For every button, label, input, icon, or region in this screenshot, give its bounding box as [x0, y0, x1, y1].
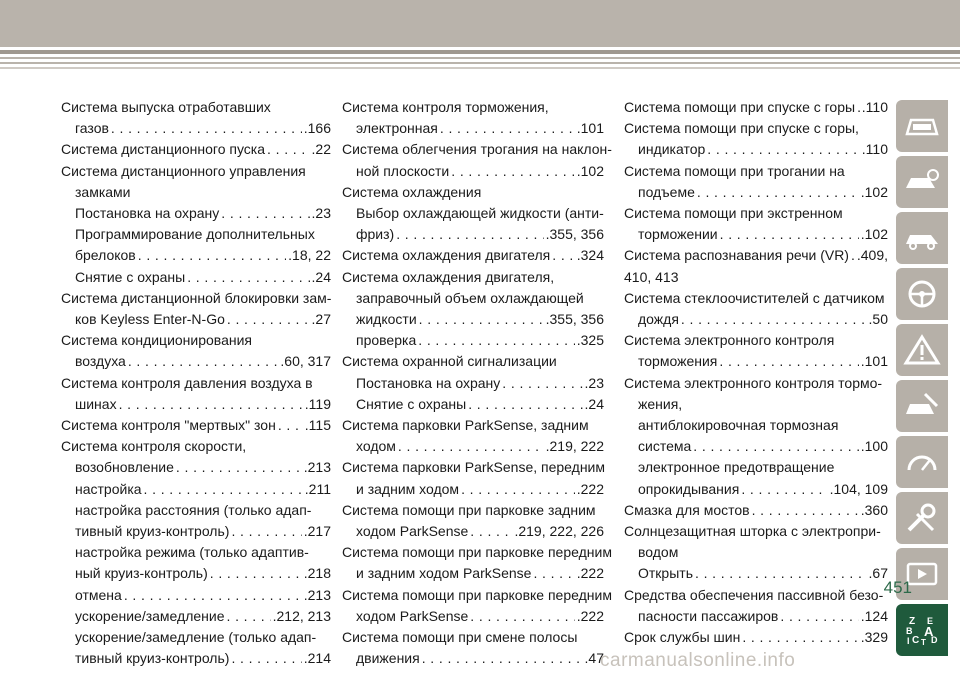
index-letter: C: [912, 635, 920, 646]
entry-page[interactable]: .67: [868, 565, 888, 582]
index-entry: [624, 500, 888, 521]
index-entry: [342, 479, 604, 500]
entry-label: тивный круиз-контроль): [75, 523, 230, 540]
index-entry: Система парковки ParkSense, задним: [342, 417, 589, 434]
entry-page[interactable]: .110: [861, 141, 888, 158]
dot-leader: [176, 457, 302, 478]
dot-leader: [111, 118, 302, 139]
index-letter: B: [906, 626, 913, 636]
entry-label: Система помощи при спуске с горы: [624, 99, 856, 115]
index-entry: [61, 479, 331, 500]
entry-page[interactable]: .23: [584, 374, 604, 391]
dot-leader: [741, 479, 827, 500]
index-entry: [342, 373, 604, 394]
gauge-icon: [903, 446, 941, 478]
entry-page[interactable]: .23: [311, 205, 331, 222]
entry-label: фриз): [356, 226, 395, 243]
entry-label: Система дистанционного пуска: [61, 141, 266, 158]
dot-leader: [124, 585, 302, 606]
car-side-icon: [903, 222, 941, 254]
dot-leader: [697, 182, 859, 203]
entry-page[interactable]: .119: [304, 395, 331, 412]
index-entry: [61, 267, 331, 288]
index-entry: [342, 606, 604, 627]
index-entry: [342, 521, 604, 542]
dot-leader: [278, 415, 303, 436]
entry-page[interactable]: .355, 356: [545, 226, 604, 243]
entry-page[interactable]: .219, 222: [545, 438, 604, 455]
entry-label: дождя: [638, 311, 679, 328]
index-entry: [61, 563, 331, 584]
dot-leader: [707, 139, 860, 160]
index-entry: [624, 563, 888, 584]
index-entry: Система облегчения трогания на наклон-: [342, 141, 612, 158]
dot-leader: [144, 479, 303, 500]
index-entry: [342, 436, 604, 457]
header-band: [0, 0, 960, 80]
tab-tools[interactable]: [896, 492, 948, 544]
dot-leader: [210, 563, 302, 584]
entry-label: Система распознавания речи (VR): [624, 247, 849, 264]
index-entry: настройка режима (только адаптив-: [75, 544, 309, 561]
index-entry: [61, 415, 331, 436]
entry-page[interactable]: .219, 222, 226: [514, 523, 604, 540]
index-entry: [61, 203, 331, 224]
dot-leader: [693, 436, 858, 457]
index-entry: Система дистанционной блокировки зам-: [61, 289, 332, 306]
entry-page[interactable]: .325: [576, 332, 604, 349]
entry-label: ходом ParkSense: [356, 607, 469, 624]
index-entry: [61, 118, 331, 139]
index-letter: I: [907, 636, 910, 646]
index-entry: [61, 585, 331, 606]
steering-wheel-icon: [903, 278, 941, 310]
index-entry: Система выпуска отработавших: [61, 99, 271, 115]
entry-label: настройка: [75, 480, 142, 497]
index-entry: Система охлаждения: [342, 183, 482, 200]
entry-label: ходом ParkSense: [356, 523, 469, 540]
index-entry: заправочный объем охлаждающей: [356, 289, 584, 306]
index-entry: [342, 245, 604, 266]
dot-leader: [419, 309, 544, 330]
header-band-top: [0, 0, 960, 47]
index-entry: [61, 606, 331, 627]
tab-car-dashboard[interactable]: [896, 100, 948, 152]
index-entry: [61, 139, 331, 160]
entry-page[interactable]: .212, 213: [272, 607, 331, 624]
index-entry: Система помощи при парковке передним: [342, 544, 612, 561]
chapter-tabs: [896, 100, 948, 660]
index-entry: Система контроля торможения,: [342, 99, 549, 115]
entry-label: Срок службы шин: [624, 629, 741, 646]
entry-page[interactable]: .101: [576, 120, 604, 137]
index-entry: [342, 224, 604, 245]
index-entry: Выбор охлаждающей жидкости (анти-: [356, 205, 604, 222]
entry-page[interactable]: .18, 22: [288, 247, 331, 264]
entry-label: ков Keyless Enter-N-Go: [75, 311, 225, 328]
entry-page[interactable]: .222: [576, 480, 604, 497]
entry-page[interactable]: .102: [860, 226, 888, 243]
header-stripe: [0, 50, 960, 54]
dot-leader: [470, 606, 574, 627]
header-stripe: [0, 57, 960, 59]
index-entry: [61, 648, 331, 669]
header-stripe: [0, 62, 960, 64]
dot-leader: [470, 521, 512, 542]
dot-leader: [227, 309, 310, 330]
entry-label: опрокидывания: [638, 480, 740, 497]
tab-car-side[interactable]: [896, 212, 948, 264]
entry-label: ной плоскости: [356, 162, 450, 179]
index-entry: Система охранной сигнализации: [342, 353, 557, 370]
index-column-1: [61, 97, 331, 669]
entry-page[interactable]: .22: [311, 141, 331, 158]
index-entry: [624, 224, 888, 245]
entry-label: тивный круиз-контроль): [75, 650, 230, 667]
car-key-icon: [903, 166, 941, 198]
entry-label: система: [638, 438, 692, 455]
index-entry: Система кондиционирования: [61, 332, 253, 349]
entry-label: отмена: [75, 586, 122, 603]
dot-leader: [138, 245, 286, 266]
dot-leader: [681, 309, 867, 330]
index-entry: [61, 394, 331, 415]
entry-page[interactable]: .50: [868, 311, 888, 328]
entry-page[interactable]: .110: [861, 99, 888, 115]
index-entry: [342, 394, 604, 415]
entry-page[interactable]: .102: [576, 162, 604, 179]
index-entry: Система электронного контроля тормо-: [624, 374, 883, 391]
index-entry: [61, 521, 331, 542]
index-letter: D: [931, 635, 938, 645]
dot-leader: [752, 500, 859, 521]
entry-label: индикатор: [638, 141, 706, 158]
dot-leader: [468, 394, 582, 415]
index-entry: [61, 245, 331, 266]
tab-index[interactable]: [896, 604, 948, 656]
index-entry: Система помощи при парковке передним: [342, 586, 612, 603]
index-entry: жения,: [638, 395, 683, 412]
entry-label: торможения: [638, 353, 718, 370]
entry-label: подъеме: [638, 183, 695, 200]
entry-label: воздуха: [75, 353, 126, 370]
entry-label: проверка: [356, 332, 417, 349]
index-entry: Система помощи при парковке задним: [342, 501, 596, 518]
entry-page[interactable]: .124: [860, 607, 888, 624]
entry-page[interactable]: .218: [303, 565, 331, 582]
index-entry: Система контроля скорости,: [61, 438, 247, 455]
dot-leader: [221, 203, 309, 224]
entry-label: Смазка для мостов: [624, 501, 750, 518]
index-entry: [342, 648, 604, 669]
index-entry: электронное предотвращение: [638, 459, 835, 476]
dot-leader: [440, 118, 575, 139]
entry-page[interactable]: .211: [304, 480, 331, 497]
entry-page[interactable]: .222: [576, 565, 604, 582]
index-entry: Система охлаждения двигателя,: [342, 268, 555, 285]
index-entry: [342, 563, 604, 584]
entry-label: возобновление: [75, 459, 174, 476]
index-entry: [624, 245, 888, 266]
entry-page[interactable]: .24: [584, 395, 604, 412]
index-entry: [624, 97, 888, 118]
entry-page[interactable]: .355, 356: [545, 311, 604, 328]
tab-warning[interactable]: [896, 324, 948, 376]
index-entry: Система дистанционного управления: [61, 162, 306, 179]
entry-page[interactable]: .214: [303, 650, 331, 667]
index-entry: [61, 351, 331, 372]
wrench-car-icon: [903, 390, 941, 422]
index-entry: Программирование дополнительных: [75, 226, 315, 243]
warning-triangle-icon: [903, 334, 941, 366]
index-icon: [903, 608, 941, 652]
entry-label: Снятие с охраны: [356, 395, 467, 412]
dot-leader: [128, 351, 279, 372]
index-entry: Система помощи при экстренном: [624, 205, 843, 222]
dot-leader: [422, 648, 583, 669]
entry-label: торможении: [638, 226, 718, 243]
dot-leader: [396, 224, 543, 245]
tab-gauge[interactable]: [896, 436, 948, 488]
entry-page[interactable]: .104, 109: [829, 480, 888, 497]
dot-leader: [267, 139, 310, 160]
entry-page[interactable]: .100: [860, 438, 888, 455]
entry-label: газов: [75, 120, 109, 137]
entry-page[interactable]: .213: [303, 459, 331, 476]
tab-car-key[interactable]: [896, 156, 948, 208]
index-letter: Z: [909, 616, 916, 627]
index-entry: Система помощи при смене полосы: [342, 629, 578, 646]
entry-label: Система контроля "мертвых" зон: [61, 417, 276, 434]
entry-label: ный круиз-контроль): [75, 565, 208, 582]
index-letter: E: [927, 616, 934, 626]
index-entry: [342, 161, 604, 182]
index-entry: [61, 457, 331, 478]
entry-label: шинах: [75, 395, 117, 412]
dot-leader: [533, 563, 574, 584]
entry-label: и задним ходом ParkSense: [356, 565, 532, 582]
dot-leader: [231, 521, 301, 542]
tab-wrench-car[interactable]: [896, 380, 948, 432]
index-entry: Система помощи при спуске с горы,: [624, 120, 859, 137]
entry-page[interactable]: .166: [303, 120, 331, 137]
entry-page[interactable]: .213: [303, 586, 331, 603]
dot-leader: [780, 606, 858, 627]
index-entry: [61, 309, 331, 330]
entry-label: движения: [356, 650, 420, 667]
index-entry: [624, 182, 888, 203]
dot-leader: [187, 267, 309, 288]
index-entry: ускорение/замедление (только адап-: [75, 629, 317, 646]
dot-leader: [502, 373, 582, 394]
entry-label: и задним ходом: [356, 480, 460, 497]
dot-leader: [851, 245, 855, 266]
tools-icon: [903, 502, 941, 534]
index-entry: [342, 309, 604, 330]
index-entry: [342, 330, 604, 351]
entry-label: Постановка на охрану: [75, 205, 220, 222]
index-letter: A: [924, 624, 934, 639]
tab-steering-wheel[interactable]: [896, 268, 948, 320]
dot-leader: [719, 351, 858, 372]
entry-page[interactable]: .101: [860, 353, 888, 370]
entry-label: Постановка на охрану: [356, 374, 501, 391]
entry-page[interactable]: .47: [584, 650, 604, 667]
index-entry: [624, 479, 888, 500]
index-entry: 410, 413: [624, 268, 679, 285]
entry-page[interactable]: .222: [576, 607, 604, 624]
dot-leader: [695, 563, 867, 584]
entry-label: ускорение/замедление: [75, 607, 225, 624]
entry-label: электронная: [356, 120, 438, 137]
entry-page[interactable]: .27: [311, 311, 331, 328]
entry-label: ходом: [356, 438, 396, 455]
index-entry: [624, 309, 888, 330]
index-entry: Система парковки ParkSense, передним: [342, 459, 606, 476]
entry-page[interactable]: .324: [576, 247, 604, 264]
index-entry: Средства обеспечения пассивной безо-: [624, 586, 884, 603]
entry-label: жидкости: [356, 311, 417, 328]
entry-label: брелоков: [75, 247, 136, 264]
index-entry: [342, 118, 604, 139]
index-entry: Система контроля давления воздуха в: [61, 374, 313, 391]
index-entry: Солнцезащитная шторка с электропри-: [624, 523, 881, 540]
index-column-2: [342, 97, 612, 669]
entry-label: Снятие с охраны: [75, 268, 186, 285]
dot-leader: [742, 627, 858, 648]
dot-leader: [119, 394, 303, 415]
entry-label: Система охлаждения двигателя: [342, 247, 551, 264]
dot-leader: [398, 436, 544, 457]
entry-page[interactable]: .360: [860, 501, 888, 518]
entry-page[interactable]: .329: [860, 629, 888, 646]
index-letter: T: [921, 638, 926, 647]
dot-leader: [451, 161, 575, 182]
index-entry: [624, 436, 888, 457]
index-entry: [624, 606, 888, 627]
entry-page[interactable]: .115: [304, 417, 331, 434]
watermark: carmanualsonline.info: [600, 650, 796, 671]
entry-page[interactable]: .102: [860, 183, 888, 200]
index-entry: [624, 139, 888, 160]
index-entry: Система стеклоочистителей с датчиком: [624, 289, 885, 306]
index-entry: Система помощи при трогании на: [624, 162, 845, 179]
entry-label: Открыть: [638, 565, 693, 582]
index-entry: [624, 351, 888, 372]
index-entry: Система электронного контроля: [624, 332, 835, 349]
index-entry: настройка расстояния (только адап-: [75, 501, 312, 518]
dot-leader: [720, 224, 859, 245]
entry-label: пасности пассажиров: [638, 607, 779, 624]
entry-page[interactable]: .24: [311, 268, 331, 285]
dot-leader: [231, 648, 301, 669]
dot-leader: [857, 97, 860, 118]
dot-leader: [226, 606, 270, 627]
dot-leader: [461, 479, 575, 500]
entry-page[interactable]: .217: [303, 523, 331, 540]
header-stripe: [0, 67, 960, 69]
index-column-3: [624, 97, 888, 648]
dot-leader: [418, 330, 575, 351]
page-number: 451: [883, 578, 912, 597]
entry-page[interactable]: .409,: [856, 247, 888, 264]
dot-leader: [552, 245, 575, 266]
entry-page[interactable]: .60, 317: [280, 353, 331, 370]
index-entry: водом: [638, 544, 679, 561]
index-entry: [624, 627, 888, 648]
index-entry: замками: [75, 183, 131, 200]
car-dashboard-icon: [903, 110, 941, 142]
index-entry: антиблокировочная тормозная: [638, 417, 839, 434]
